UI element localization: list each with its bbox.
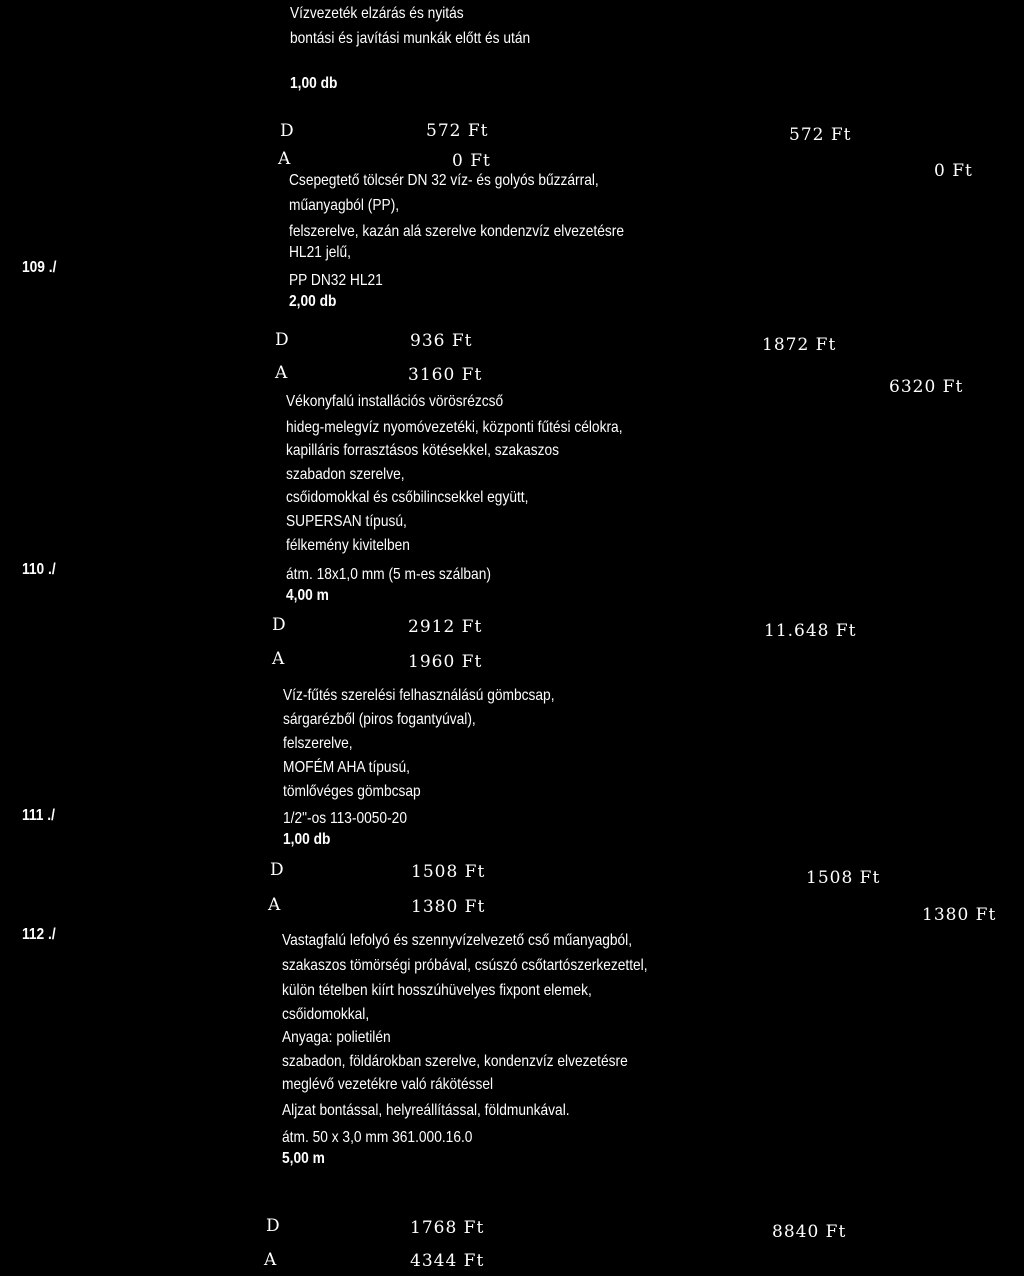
description-line: szabadon, földárokban szerelve, kondenzvíz elvezetésre xyxy=(282,1053,628,1070)
labor-unit-price: 4344 Ft xyxy=(410,1251,485,1271)
labor-unit-price: 1380 Ft xyxy=(411,897,486,917)
description-line: csőidomokkal, xyxy=(282,1006,370,1023)
labor-label: A xyxy=(278,149,292,169)
description-line: Vízvezeték elzárás és nyitás xyxy=(290,5,464,22)
description-line: Vastagfalú lefolyó és szennyvízelvezető cső műanyagból, xyxy=(282,932,633,949)
labor-unit-price: 1960 Ft xyxy=(408,652,483,672)
description-line: félkemény kivitelben xyxy=(286,537,410,554)
material-unit-price: 936 Ft xyxy=(410,331,473,351)
description-line: PP DN32 HL21 xyxy=(289,272,383,289)
material-label: D xyxy=(275,330,290,350)
material-unit-price: 2912 Ft xyxy=(408,617,483,637)
labor-unit-price: 0 Ft xyxy=(452,151,491,171)
quantity: 4,00 m xyxy=(286,587,329,604)
description-line: MOFÉM AHA típusú, xyxy=(283,759,410,776)
material-label: D xyxy=(270,860,285,880)
description-line: Vékonyfalú installációs vörösrézcső xyxy=(286,393,504,410)
description-line: szabadon szerelve, xyxy=(286,466,405,483)
item-number: 112 ./ xyxy=(22,926,56,943)
material-total: 1872 Ft xyxy=(762,335,837,355)
quantity: 5,00 m xyxy=(282,1150,325,1167)
labor-label: A xyxy=(264,1250,278,1270)
material-unit-price: 572 Ft xyxy=(426,121,489,141)
quantity: 1,00 db xyxy=(283,831,331,848)
item-number: 111 ./ xyxy=(22,807,55,824)
labor-total: 1380 Ft xyxy=(922,905,997,925)
description-line: Aljzat bontással, helyreállítással, földmunkával. xyxy=(282,1102,570,1119)
material-label: D xyxy=(266,1216,281,1236)
description-line: tömlővéges gömbcsap xyxy=(283,783,421,800)
material-unit-price: 1768 Ft xyxy=(410,1218,485,1238)
labor-total: 6320 Ft xyxy=(889,377,964,397)
labor-total: 0 Ft xyxy=(934,161,973,181)
description-line: Anyaga: polietilén xyxy=(282,1029,391,1046)
material-label: D xyxy=(272,615,287,635)
description-line: külön tételben kiírt hosszúhüvelyes fixpont elemek, xyxy=(282,982,592,999)
description-line: HL21 jelű, xyxy=(289,244,351,261)
labor-label: A xyxy=(275,363,289,383)
description-line: műanyagból (PP), xyxy=(289,197,400,214)
description-line: hideg-melegvíz nyomóvezetéki, központi fűtési célokra, xyxy=(286,419,623,436)
labor-label: A xyxy=(268,895,282,915)
description-line: 1/2"-os 113-0050-20 xyxy=(283,810,407,827)
quantity: 1,00 db xyxy=(290,75,338,92)
material-unit-price: 1508 Ft xyxy=(411,862,486,882)
labor-unit-price: 3160 Ft xyxy=(408,365,483,385)
material-total: 11.648 Ft xyxy=(764,621,857,641)
description-line: csőidomokkal és csőbilincsekkel együtt, xyxy=(286,489,529,506)
description-line: bontási és javítási munkák előtt és után xyxy=(290,30,531,47)
description-line: felszerelve, kazán alá szerelve kondenzvíz elvezetésre xyxy=(289,223,624,240)
description-line: szakaszos tömörségi próbával, csúszó csőtartószerkezettel, xyxy=(282,957,648,974)
description-line: sárgarézből (piros fogantyúval), xyxy=(283,711,476,728)
description-line: meglévő vezetékre való rákötéssel xyxy=(282,1076,494,1093)
material-label: D xyxy=(280,121,295,141)
description-line: Csepegtető tölcsér DN 32 víz- és golyós bűzzárral, xyxy=(289,172,599,189)
description-line: SUPERSAN típusú, xyxy=(286,513,407,530)
description-line: átm. 50 x 3,0 mm 361.000.16.0 xyxy=(282,1129,473,1146)
material-total: 572 Ft xyxy=(789,125,852,145)
material-total: 1508 Ft xyxy=(806,868,881,888)
labor-label: A xyxy=(272,649,286,669)
item-number: 109 ./ xyxy=(22,259,57,276)
description-line: felszerelve, xyxy=(283,735,353,752)
description-line: Víz-fűtés szerelési felhasználású gömbcsap, xyxy=(283,687,555,704)
description-line: kapilláris forrasztásos kötésekkel, szakaszos xyxy=(286,442,560,459)
material-total: 8840 Ft xyxy=(772,1222,847,1242)
quantity: 2,00 db xyxy=(289,293,337,310)
item-number: 110 ./ xyxy=(22,561,56,578)
description-line: átm. 18x1,0 mm (5 m-es szálban) xyxy=(286,566,491,583)
